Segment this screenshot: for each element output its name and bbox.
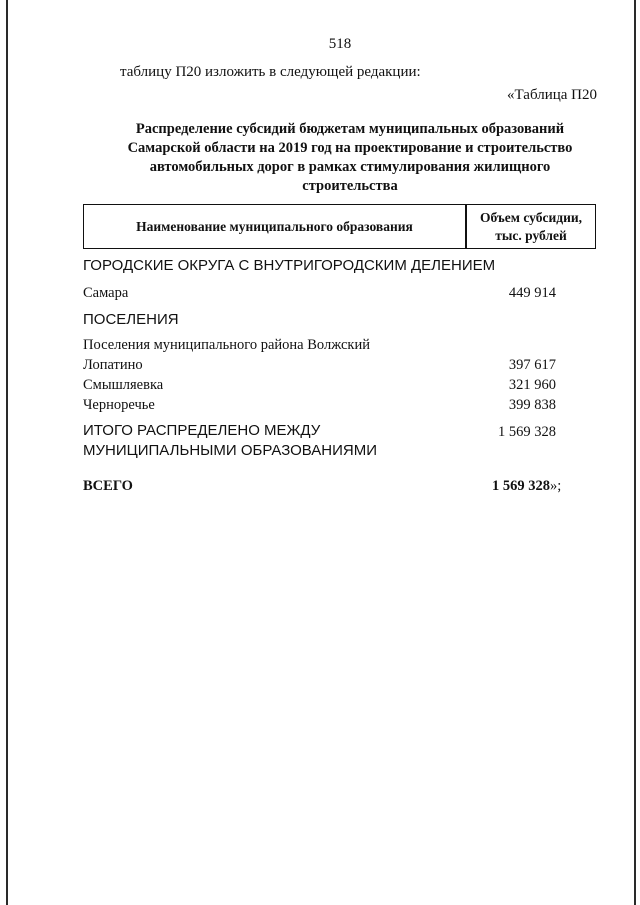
title-line: автомобильных дорог в рамках стимулирования жилищного bbox=[149, 159, 551, 175]
row-smyshlyaevka-name: Смышляевка bbox=[83, 377, 164, 393]
title-line: строительства bbox=[302, 178, 398, 194]
row-smyshlyaevka-amount: 321 960 bbox=[508, 377, 556, 393]
total-amount: 1 569 328 bbox=[492, 478, 550, 494]
table-reference: «Таблица П20 bbox=[507, 87, 597, 103]
table-header bbox=[83, 204, 596, 249]
page-number: 518 bbox=[328, 36, 352, 52]
title-line: Самарской области на 2019 год на проектирование и строительство bbox=[127, 140, 573, 156]
section-settlements: ПОСЕЛЕНИЯ bbox=[83, 311, 179, 328]
column-header-amount-line1: Объем субсидии, bbox=[479, 210, 582, 225]
column-header-amount bbox=[467, 209, 595, 245]
title-line: Распределение субсидий бюджетам муниципальных образований bbox=[135, 121, 565, 137]
row-lopatino-name: Лопатино bbox=[83, 357, 143, 373]
row-lopatino-amount: 397 617 bbox=[508, 357, 556, 373]
total-label: ВСЕГО bbox=[83, 478, 133, 494]
row-samara-name: Самара bbox=[83, 285, 129, 301]
district-label: Поселения муниципального района Волжский bbox=[83, 337, 370, 353]
subtotal-label-line1: ИТОГО РАСПРЕДЕЛЕНО МЕЖДУ bbox=[83, 422, 321, 439]
row-chernorechye-amount: 399 838 bbox=[508, 397, 556, 413]
total-value bbox=[492, 478, 561, 495]
subtotal-label-line2: МУНИЦИПАЛЬНЫМИ ОБРАЗОВАНИЯМИ bbox=[83, 442, 378, 459]
section-urban-districts: ГОРОДСКИЕ ОКРУГА С ВНУТРИГОРОДСКИМ ДЕЛЕНИЕМ bbox=[83, 257, 496, 274]
row-samara-amount: 449 914 bbox=[508, 285, 556, 301]
scan-edge-left bbox=[6, 0, 8, 905]
subtotal-amount: 1 569 328 bbox=[498, 424, 556, 440]
row-chernorechye-name: Черноречье bbox=[83, 397, 155, 413]
column-header-name: Наименование муниципального образования bbox=[136, 219, 413, 234]
column-header-amount-line2: тыс. рублей bbox=[495, 228, 567, 243]
total-closing-quote: »; bbox=[550, 478, 562, 494]
document-title bbox=[60, 120, 640, 196]
intro-text: таблицу П20 изложить в следующей редакции: bbox=[120, 64, 421, 80]
